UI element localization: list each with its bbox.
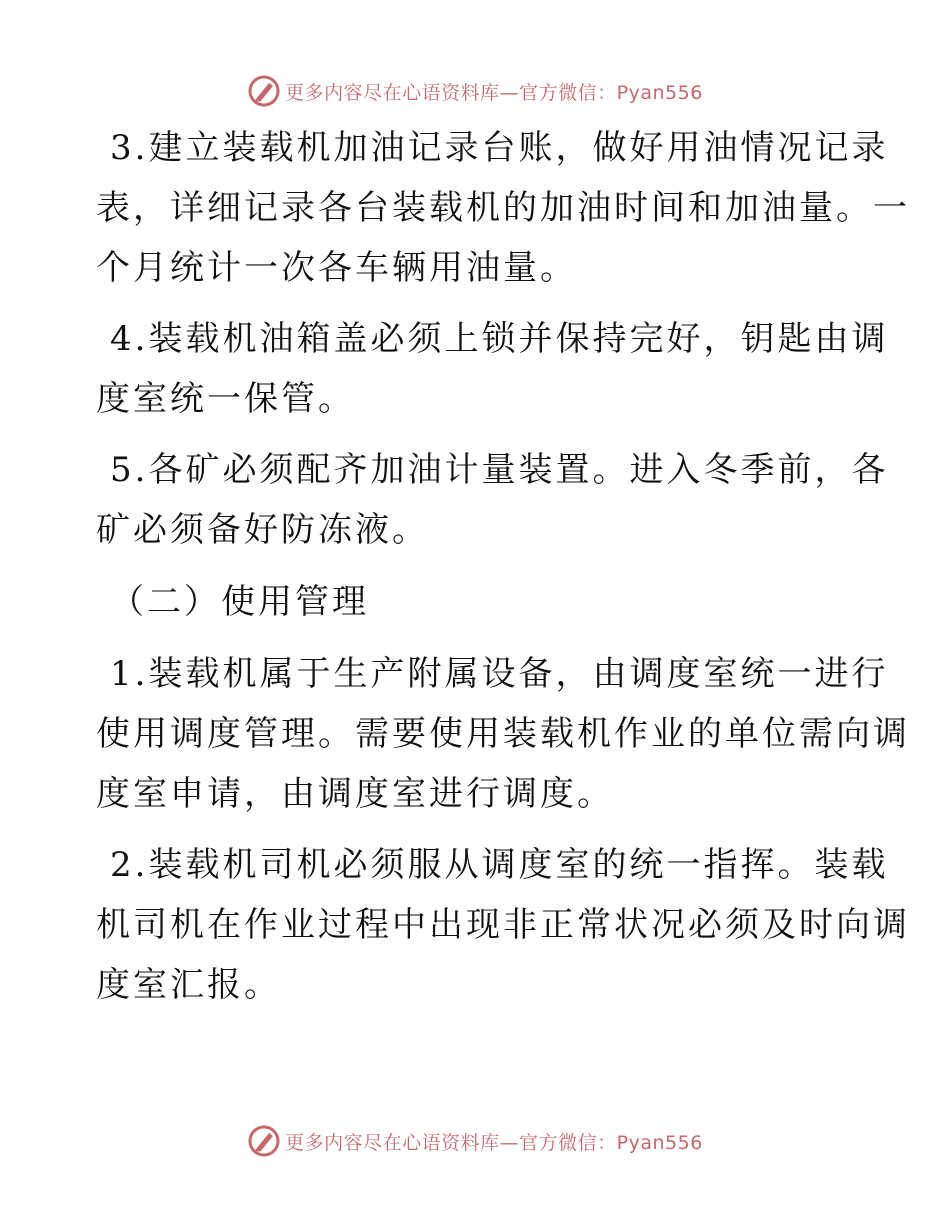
paragraph-item-4 <box>96 309 889 429</box>
footer-watermark <box>0 1121 950 1161</box>
watermark-group <box>247 74 703 108</box>
section-heading <box>96 572 856 632</box>
paragraph-line: 度室申请，由调度室进行调度。 <box>96 774 614 814</box>
section-heading-text: （二）使用管理 <box>110 582 369 622</box>
paragraph-line: 使用调度管理。需要使用装载机作业的单位需向调 <box>96 714 910 754</box>
paragraph-line: 3.建立装载机加油记录台账，做好用油情况记录 <box>110 128 889 168</box>
header-watermark <box>0 71 950 111</box>
watermark-group <box>247 1124 703 1158</box>
paragraph-line: 2.装载机司机必须服从调度室的统一指挥。装载 <box>110 845 889 885</box>
document-body <box>96 118 910 1027</box>
paragraph-line: 矿必须备好防冻液。 <box>96 510 429 550</box>
pen-logo-icon <box>247 74 281 108</box>
paragraph-item-3 <box>96 118 910 298</box>
paragraph-line: 个月统计一次各车辆用油量。 <box>96 248 577 288</box>
paragraph-line: 度室统一保管。 <box>96 379 355 419</box>
paragraph-item-1 <box>96 644 910 824</box>
paragraph-line: 5.各矿必须配齐加油计量装置。进入冬季前，各 <box>110 450 889 490</box>
pen-logo-icon <box>247 1124 281 1158</box>
paragraph-line: 机司机在作业过程中出现非正常状况必须及时向调 <box>96 905 910 945</box>
paragraph-line: 1.装载机属于生产附属设备，由调度室统一进行 <box>110 654 889 694</box>
watermark-text: 更多内容尽在心语资料库—官方微信：Pyan556 <box>285 81 703 104</box>
paragraph-line: 度室汇报。 <box>96 965 281 1005</box>
watermark-text: 更多内容尽在心语资料库—官方微信：Pyan556 <box>285 1131 703 1154</box>
paragraph-line: 4.装载机油箱盖必须上锁并保持完好，钥匙由调 <box>110 319 889 359</box>
paragraph-item-5 <box>96 440 889 560</box>
paragraph-item-2 <box>96 835 910 1015</box>
paragraph-line: 表，详细记录各台装载机的加油时间和加油量。一 <box>96 188 910 228</box>
